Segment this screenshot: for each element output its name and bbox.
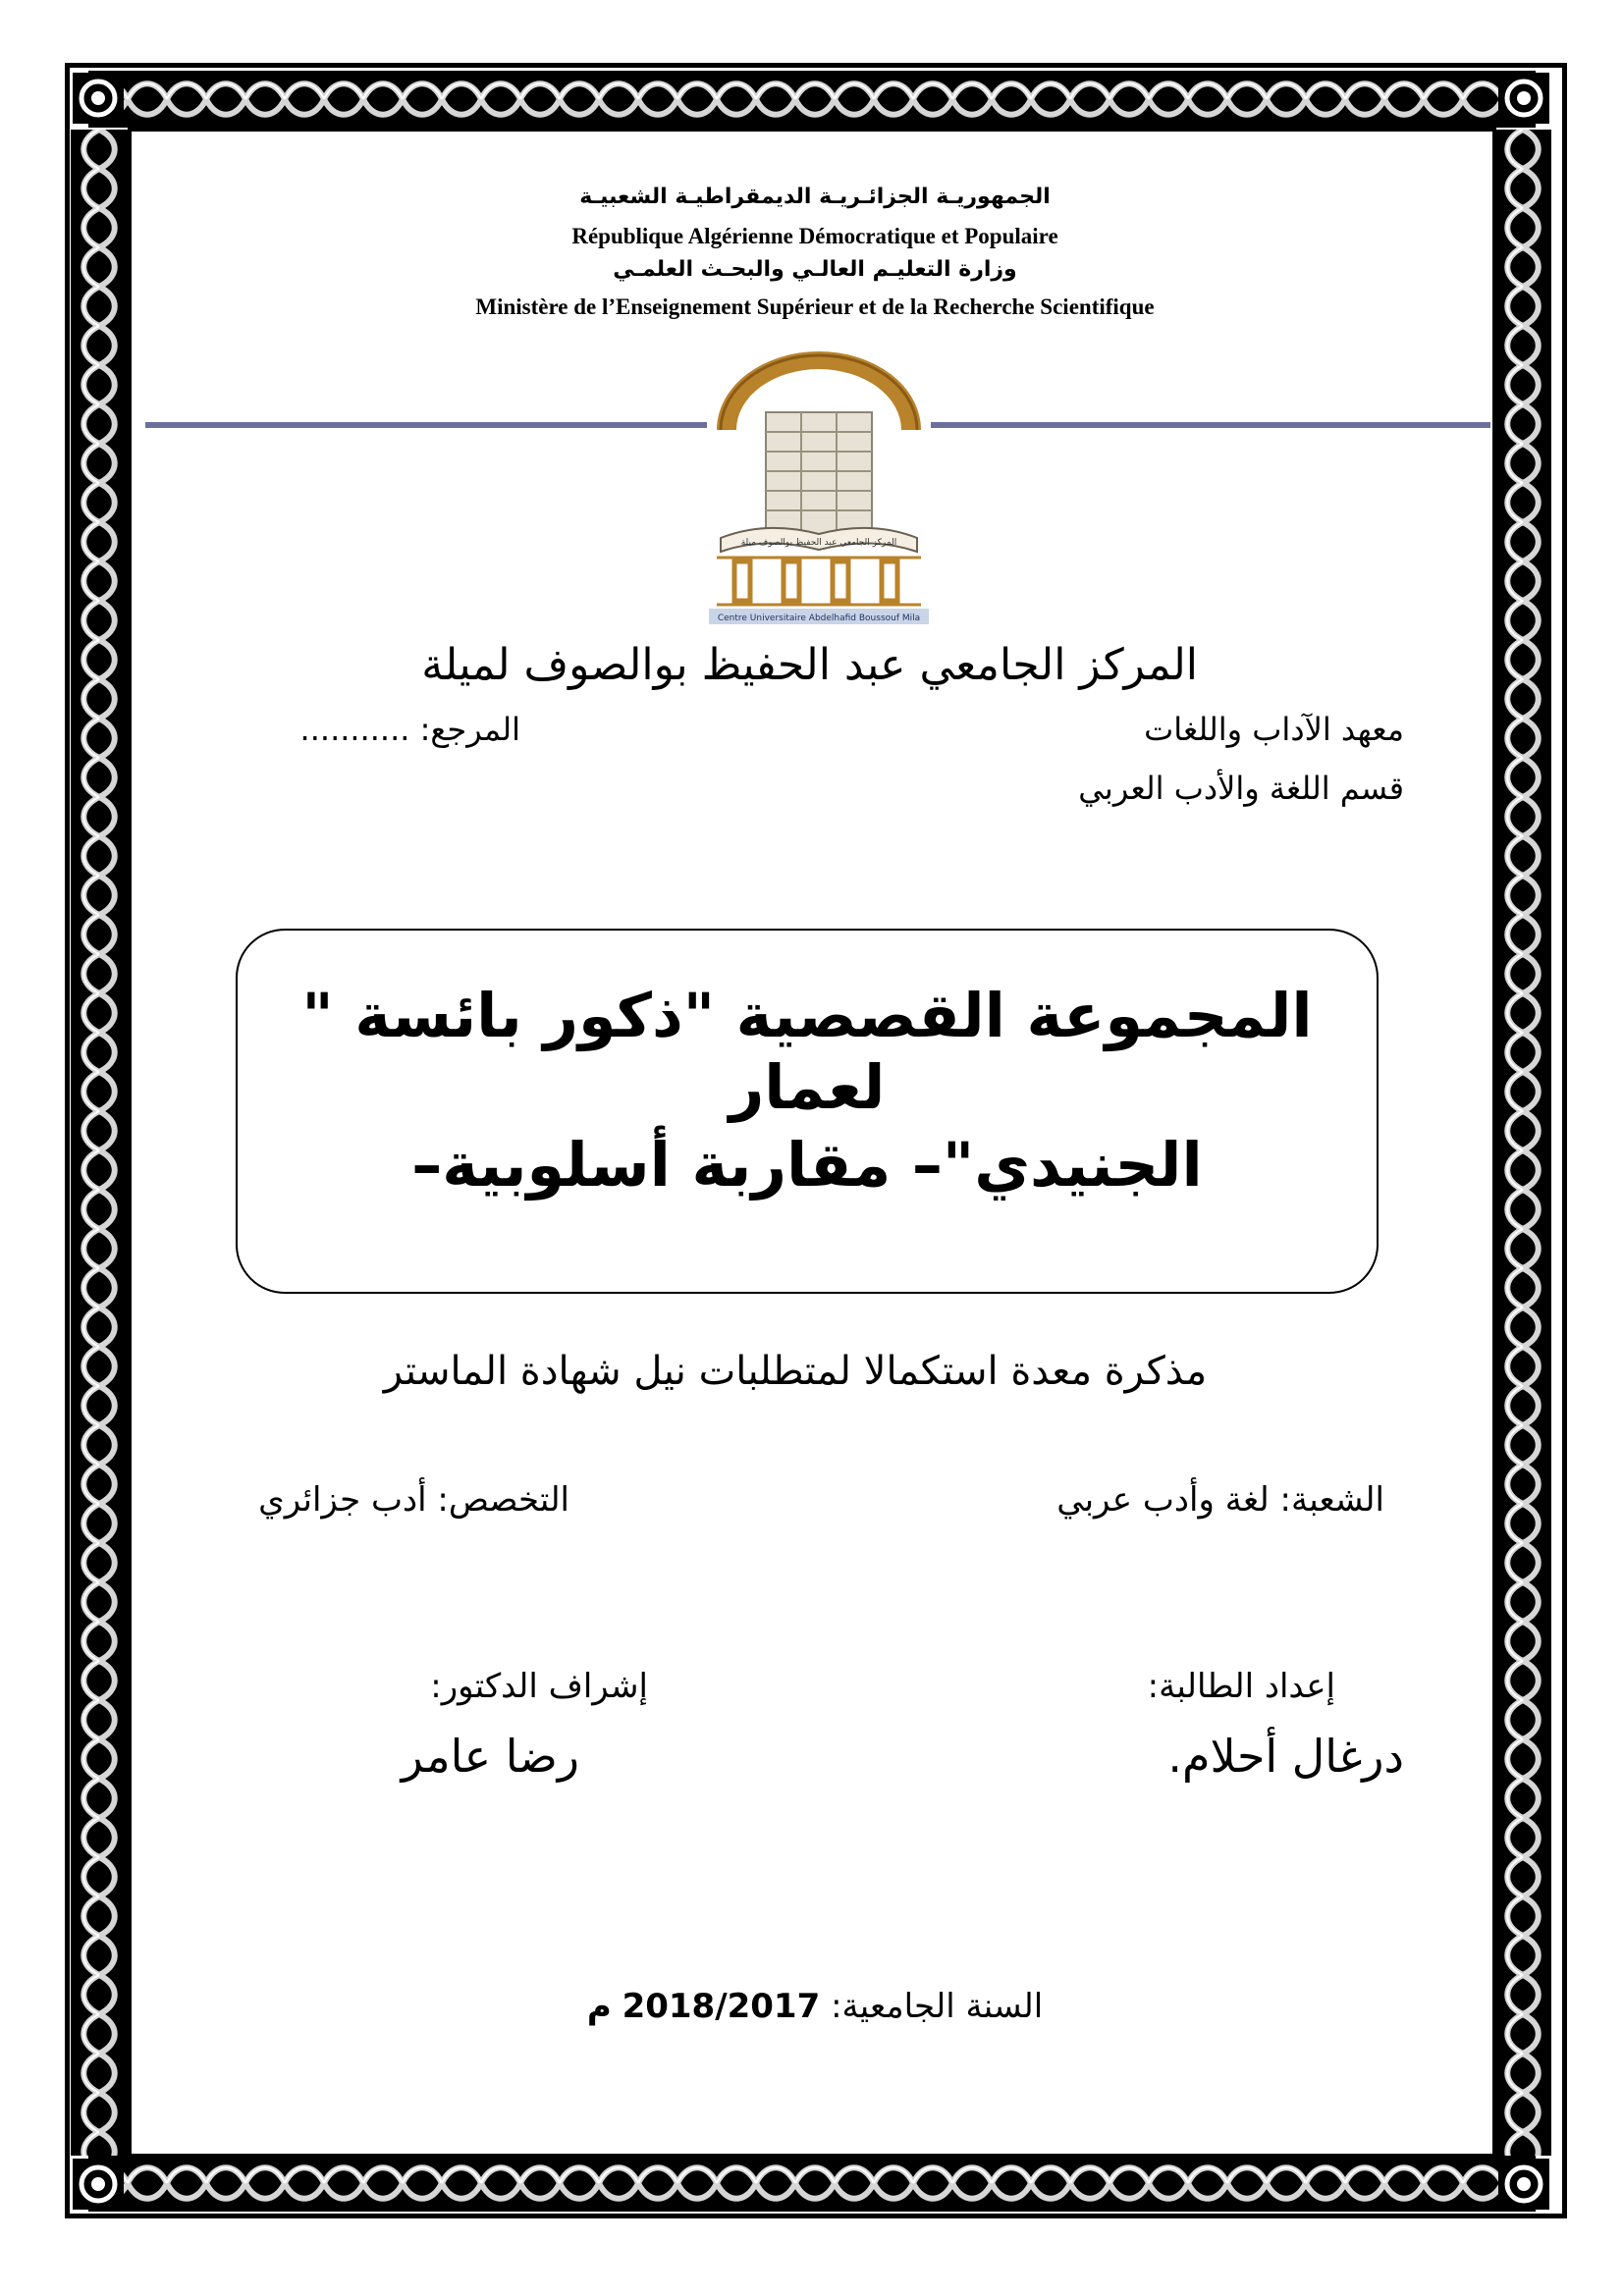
corner-ornament-icon — [1498, 2159, 1549, 2210]
border-chain-bottom — [88, 2155, 1536, 2212]
corner-ornament-icon — [73, 2159, 124, 2210]
institute-name: معهد الآداب واللغات — [1144, 711, 1404, 748]
academic-year-suffix: م — [586, 1987, 612, 2026]
thesis-title-line-1: المجموعة القصصية "ذكور بائسة " لعمار — [301, 980, 1313, 1123]
republic-arabic: الجمهوريـة الجزائـريـة الديمقراطيـة الشعبيـة — [579, 185, 1051, 209]
department-name: قسم اللغة والأدب العربي — [1078, 770, 1404, 807]
student-label: إعداد الطالبة: — [1147, 1667, 1335, 1706]
supervisor-label: إشراف الدكتور: — [430, 1667, 648, 1706]
border-chain-right — [1494, 130, 1551, 2156]
ministry-french: Ministère de l’Enseignement Supérieur et de la Recherche Scientifique — [475, 294, 1155, 319]
specialty-field: التخصص: أدب جزائري — [258, 1480, 569, 1520]
ministry-arabic: وزارة التعليـم العالـي والبحـث العلمـي — [613, 257, 1017, 282]
academic-year — [491, 1987, 1139, 2026]
reference-field: المرجع: ........... — [299, 711, 520, 748]
university-name: المركز الجامعي عبد الحفيظ بوالصوف لميلة — [421, 640, 1198, 690]
border-chain-left — [71, 130, 128, 2156]
thesis-title-line-2: الجنيدي"– مقاربة أسلوبية– — [411, 1129, 1203, 1201]
logo-banner-text: المركز الجامعي عبد الحفيظ بوالصوف ميلة — [740, 538, 897, 548]
academic-year-value: 2018/2017 — [622, 1987, 821, 2026]
corner-ornament-icon — [1498, 73, 1549, 124]
border-chain-top — [88, 71, 1536, 128]
memo-description: مذكرة معدة استكمالا لمتطلبات نيل شهادة الماستر — [383, 1349, 1208, 1394]
supervisor-name: رضا عامر — [401, 1730, 579, 1783]
republic-french: République Algérienne Démocratique et Populaire — [571, 224, 1058, 248]
student-name: درغال أحلام. — [1167, 1730, 1404, 1783]
logo-caption: Centre Universitaire Abdelhafid Boussouf Mila — [717, 614, 921, 623]
branch-field: الشعبة: لغة وأدب عربي — [1056, 1480, 1384, 1520]
university-building-logo-icon — [707, 351, 931, 626]
academic-year-label: السنة الجامعية: — [831, 1987, 1044, 2026]
corner-ornament-icon — [73, 73, 124, 124]
